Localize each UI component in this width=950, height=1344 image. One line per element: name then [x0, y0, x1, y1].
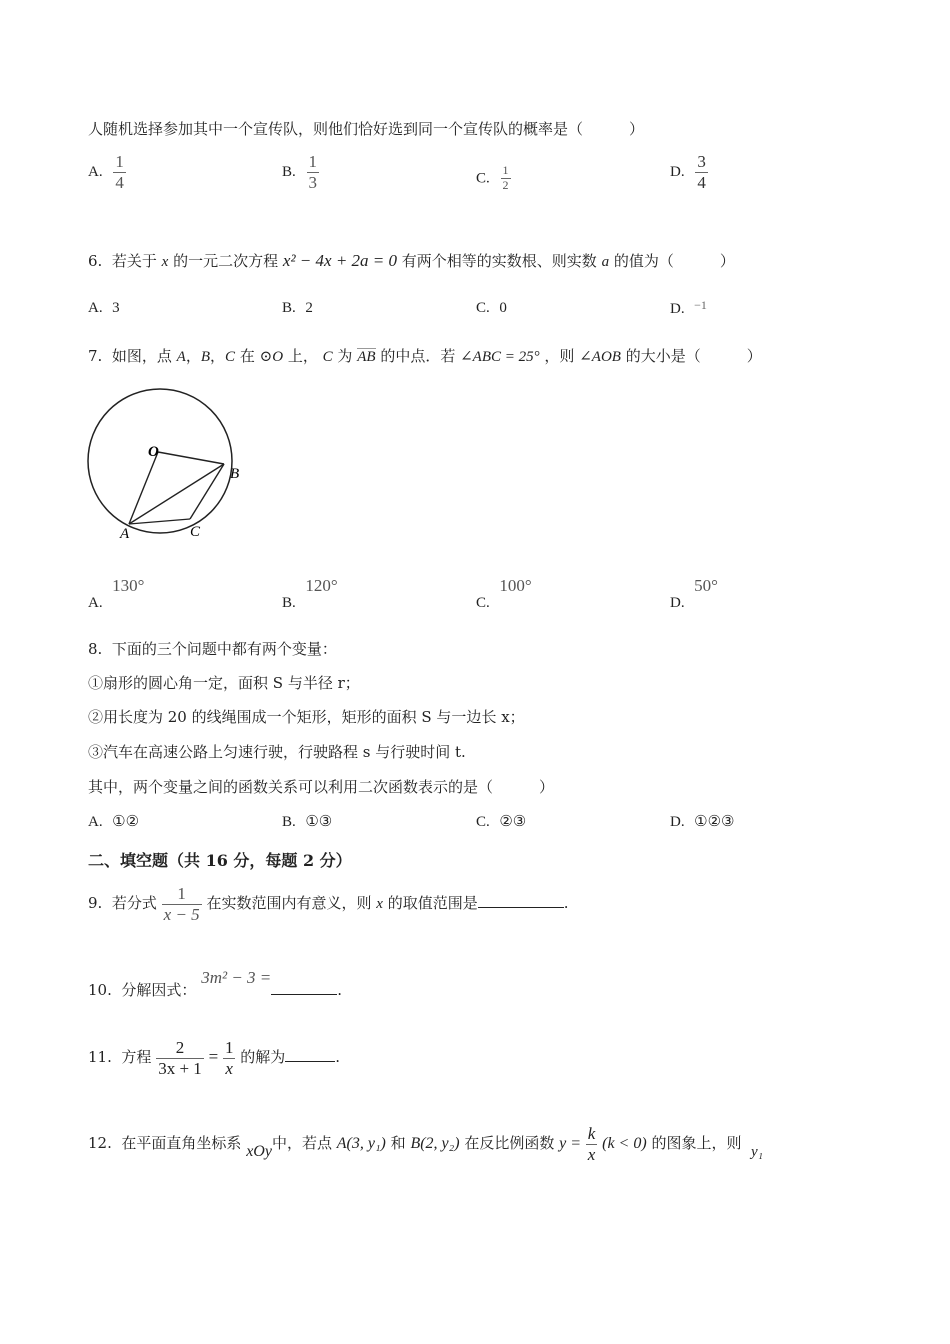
- q7-option-d[interactable]: D. 50°: [670, 576, 718, 611]
- label-c: C: [190, 524, 201, 540]
- q8-option-c[interactable]: C. ②③: [476, 812, 527, 830]
- q7-figure: [80, 388, 260, 548]
- q11: 11. 方程 $\frac{2}{3x + 1}$ = $\frac{1}{x}$ 的解为 .: [88, 1038, 341, 1078]
- q7-option-b[interactable]: B. 120°: [282, 576, 338, 611]
- q10-answer-blank[interactable]: [271, 980, 337, 995]
- q7-option-a[interactable]: A. 130°: [88, 576, 145, 611]
- q6-option-b[interactable]: B. 2: [282, 300, 313, 316]
- q6-option-d[interactable]: D. $^{-1}$: [670, 298, 707, 317]
- q5-stem: 人随机选择参加其中一个宣传队，则他们恰好选到同一个宣传队的概率是（ ）: [88, 120, 645, 138]
- segment-ab: [129, 464, 224, 524]
- q9: 9. 若分式 $\frac{1}{x - 5}$ 在实数范围内有意义，则 x 的取值范围是 .: [88, 884, 569, 924]
- section-2-title: 二、填空题（共 16 分，每题 2 分）: [88, 851, 352, 870]
- q10: 10. 分解因式： 3m² − 3 =.: [88, 968, 343, 999]
- q8-item-3: ③汽车在高速公路上匀速行驶，行驶路程 s 与行驶时间 t.: [88, 743, 466, 761]
- q11-answer-blank[interactable]: [285, 1047, 335, 1062]
- q8-option-a[interactable]: A. ①②: [88, 812, 140, 830]
- label-b: B: [230, 466, 240, 482]
- q6-option-a[interactable]: A. 3: [88, 300, 120, 316]
- q8-item-1: ①扇形的圆心角一定，面积 S 与半径 r；: [88, 674, 360, 692]
- segment-oa: [129, 452, 158, 524]
- q6-option-c[interactable]: C. 0: [476, 300, 507, 316]
- q7-stem: 7. 如图，点 A，B，C 在 ⊙O 上， C 为 AB 的中点．若 ∠ABC = 25° ，则 ∠AOB 的大小是（ ）: [88, 347, 762, 365]
- segment-bc: [190, 464, 224, 519]
- segment-ac: [129, 519, 190, 524]
- q8-item-2: ②用长度为 20 的线绳围成一个矩形，矩形的面积 S 与一边长 x；: [88, 708, 525, 726]
- q8-option-d[interactable]: D. ①②③: [670, 812, 735, 830]
- segment-ob: [158, 452, 224, 464]
- q9-answer-blank[interactable]: [478, 893, 564, 908]
- q5-option-b[interactable]: B. $\frac{1}{3}$: [282, 152, 318, 192]
- label-o: O: [148, 444, 159, 460]
- q8-question: 其中，两个变量之间的函数关系可以利用二次函数表示的是（ ）: [88, 778, 555, 796]
- q6-stem: 6. 若关于 x 的一元二次方程 x² − 4x + 2a = 0 有两个相等的实数根、则实数 a 的值为（ ）: [88, 251, 735, 270]
- q8-option-b[interactable]: B. ①③: [282, 812, 333, 830]
- label-a: A: [120, 526, 130, 542]
- q7-option-c[interactable]: C. 100°: [476, 576, 532, 611]
- q8-stem: 8. 下面的三个问题中都有两个变量：: [88, 640, 337, 658]
- q5-option-a[interactable]: A. $\frac{1}{4}$: [88, 152, 124, 192]
- q5-option-c[interactable]: C. $\frac{1}{2}$: [476, 163, 509, 192]
- q5-option-d[interactable]: D. $\frac{3}{4}$: [670, 152, 706, 192]
- q12: 12. 在平面直角坐标系 xOy中，若点 A(3, y₁) 和 B(2, y₂) 在反比例函数 y = $\frac{k}{x}$ (k < 0) 的图象上，则 y₁: [88, 1124, 763, 1164]
